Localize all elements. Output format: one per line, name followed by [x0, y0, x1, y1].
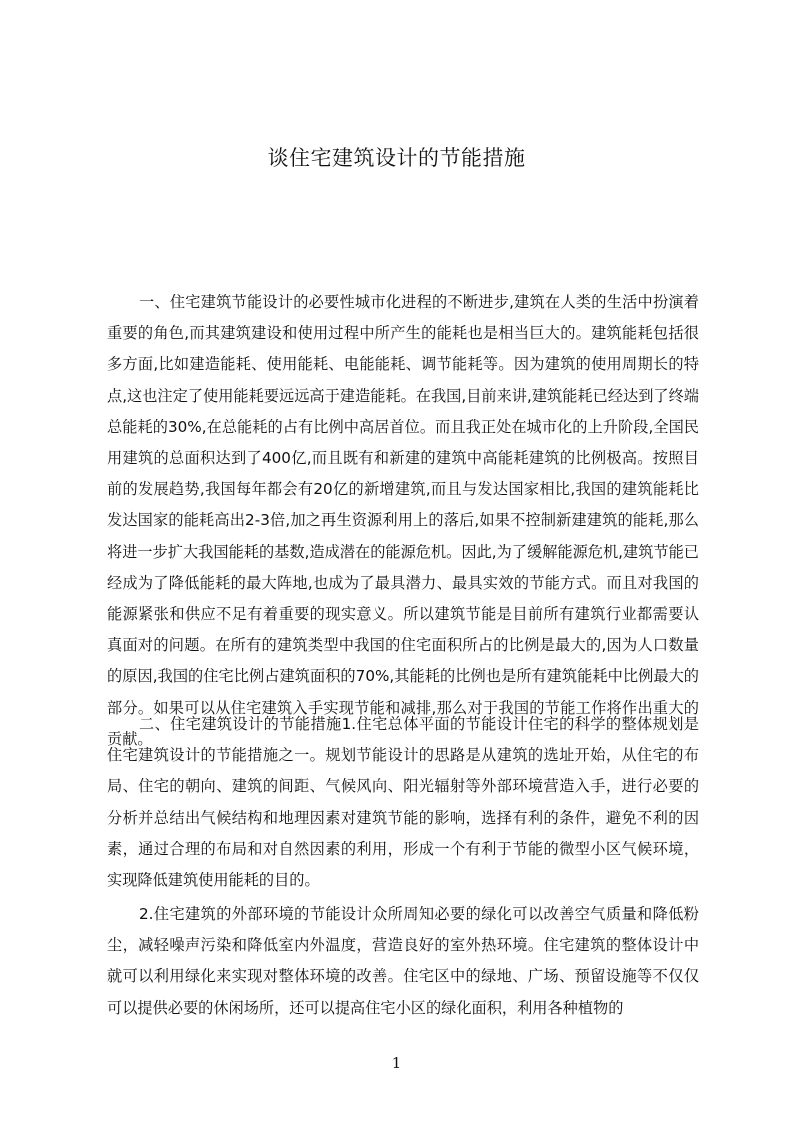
page-number: 1: [391, 1054, 402, 1072]
paragraph-external-environment: 2.住宅建筑的外部环境的节能设计众所周知必要的绿化可以改善空气质量和降低粉尘，减轻噪声污染和降低室内外温度，营造良好的室外热环境。住宅建筑的整体设计中就可以利用绿化来实现对整体环境的改善。住宅区中的绿地、广场、预留设施等不仅仅可以提供必要的休闲场所，还可以提高住宅小区的绿化面积，利用各种植物的: [107, 905, 699, 1017]
paragraph-energy-measures: 二、住宅建筑设计的节能措施1.住宅总体平面的节能设计住宅的科学的整体规划是住宅建筑设计的节能措施之一。规划节能设计的思路是从建筑的选址开始，从住宅的布局、住宅的朝向、建筑的间距、气候风向、阳光辐射等外部环境营造入手，进行必要的分析并总结出气候结构和地理因素对建筑节能的影响，选择有利的条件，避免不利的因素，通过合理的布局和对自然因素的利用，形成一个有利于节能的微型小区气候环境，实现降低建筑使用能耗的目的。: [107, 715, 699, 890]
paragraph-energy-necessity: 一、住宅建筑节能设计的必要性城市化进程的不断进步,建筑在人类的生活中扮演着重要的角色,而其建筑建设和使用过程中所产生的能耗也是相当巨大的。建筑能耗包括很多方面,比如建造能耗、使用能耗、电能能耗、调节能耗等。因为建筑的使用周期长的特点,这也注定了使用能耗要远远高于建造能耗。在我国,目前来讲,建筑能耗已经达到了终端总能耗的30%,在总能耗的占有比例中高居首位。而且我正处在城市化的上升阶段,全国民用建筑的总面积达到了400亿,而且既有和新建的建筑中高能耗建筑的比例极高。按照目前的发展趋势,我国每年都会有20亿的新增建筑,而且与发达国家相比,我国的建筑能耗比发达国家的能耗高出2-3倍,加之再生资源利用上的落后,如果不控制新建建筑的能耗,那么将进一步扩大我国能耗的基数,造成潜在的能源危机。因此,为了缓解能源危机,建筑节能已经成为了降低能耗的最大阵地,也成为了最具潜力、最具实效的节能方式。而且对我国的能源紧张和供应不足有着重要的现实意义。所以建筑节能是目前所有建筑行业都需要认真面对的问题。在所有的建筑类型中我国的住宅面积所占的比例是最大的,因为人口数量的原因,我国的住宅比例占建筑面积的70%,其能耗的比例也是所有建筑能耗中比例最大的部分。如果可以从住宅建筑入手实现节能和减排,那么对于我国的节能工作将作出重大的贡献。: [107, 293, 699, 748]
document-title: 谈住宅建筑设计的节能措施: [267, 146, 526, 170]
